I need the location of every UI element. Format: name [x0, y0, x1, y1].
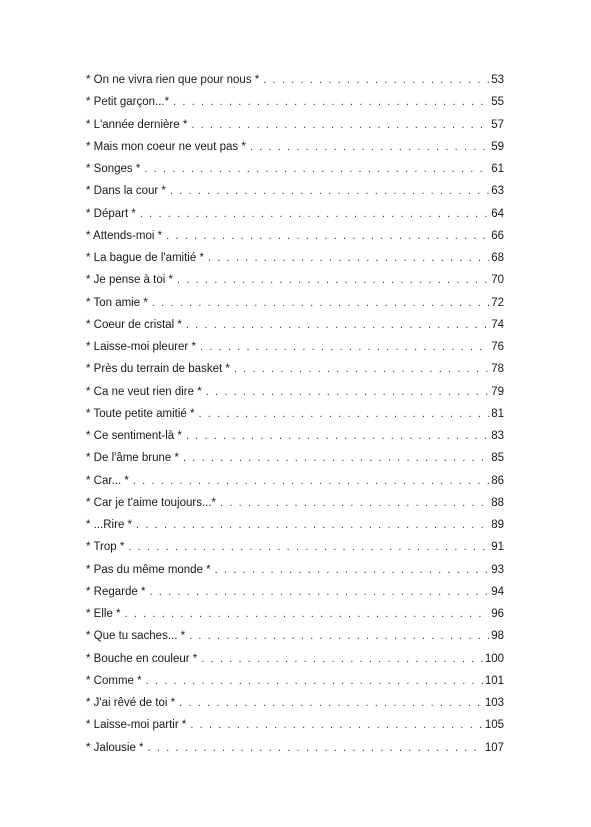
- toc-entry: [86, 136, 504, 158]
- dot-leader: [152, 292, 489, 314]
- dot-leader: [206, 381, 490, 403]
- toc-entry-page-number: 89: [491, 519, 504, 531]
- toc-entry-page-number: 103: [484, 697, 504, 709]
- toc-entry-page-number: 83: [491, 430, 504, 442]
- toc-entry-title: * Comme *: [86, 674, 142, 687]
- dot-leader: [125, 603, 490, 625]
- dot-leader: [198, 403, 489, 425]
- toc-entry-page-number: 63: [491, 185, 504, 198]
- toc-entry: [86, 514, 504, 536]
- toc-entry-title: * Ca ne veut rien dire *: [86, 385, 202, 398]
- toc-entry-title: * Ce sentiment-là *: [86, 430, 182, 442]
- dot-leader: [173, 91, 489, 113]
- dot-leader: [263, 69, 489, 91]
- toc-entry-title: * Petit garçon...*: [86, 96, 170, 109]
- toc-entry-page-number: 72: [491, 296, 504, 309]
- dot-leader: [190, 714, 482, 736]
- toc-entry: [86, 225, 504, 247]
- table-of-contents: [86, 69, 504, 759]
- toc-entry: [86, 470, 504, 492]
- toc-entry-page-number: 107: [484, 741, 504, 754]
- toc-entry-page-number: 59: [491, 140, 504, 153]
- toc-entry-page-number: 98: [491, 630, 504, 643]
- toc-entry: [86, 603, 504, 625]
- dot-leader: [170, 180, 489, 202]
- dot-leader: [149, 581, 489, 603]
- toc-entry-page-number: 68: [491, 252, 504, 264]
- toc-entry: [86, 69, 504, 91]
- toc-entry-page-number: 81: [491, 407, 504, 420]
- toc-entry-title: * Pas du même monde *: [86, 563, 211, 576]
- toc-entry-title: * J'ai rêvé de toi *: [86, 697, 176, 709]
- toc-entry: [86, 269, 504, 291]
- toc-entry-title: * Regarde *: [86, 585, 146, 598]
- dot-leader: [140, 203, 489, 225]
- toc-entry: [86, 670, 504, 692]
- dot-leader: [189, 625, 489, 647]
- toc-entry-page-number: 85: [491, 452, 504, 465]
- toc-entry-title: * Bouche en couleur *: [86, 652, 198, 665]
- dot-leader: [234, 358, 489, 380]
- toc-entry: [86, 581, 504, 603]
- dot-leader: [144, 158, 489, 180]
- toc-entry-title: * Mais mon coeur ne veut pas *: [86, 140, 246, 153]
- toc-entry-title: * Toute petite amitié *: [86, 407, 195, 420]
- dot-leader: [250, 136, 489, 158]
- toc-entry-title: * Départ *: [86, 207, 136, 220]
- dot-leader: [201, 648, 483, 670]
- toc-entry: [86, 114, 504, 136]
- toc-entry: [86, 403, 504, 425]
- toc-entry: [86, 247, 504, 269]
- toc-entry-title: * Attends-moi *: [86, 229, 163, 242]
- dot-leader: [179, 692, 483, 714]
- toc-entry-page-number: 53: [491, 74, 504, 86]
- toc-entry-title: * De l'âme brune *: [86, 452, 179, 465]
- toc-entry-page-number: 57: [491, 118, 504, 131]
- dot-leader: [148, 737, 483, 759]
- toc-entry: [86, 203, 504, 225]
- dot-leader: [208, 247, 489, 269]
- toc-entry: [86, 737, 504, 759]
- toc-entry-title: * Jalousie *: [86, 741, 144, 754]
- toc-entry-page-number: 55: [491, 96, 504, 109]
- toc-entry-title: * Je pense à toi *: [86, 274, 173, 287]
- toc-entry-title: * Songes *: [86, 163, 141, 175]
- toc-entry-page-number: 61: [491, 163, 504, 175]
- toc-entry-title: * Coeur de cristal *: [86, 318, 182, 331]
- toc-entry-page-number: 101: [484, 674, 504, 687]
- toc-entry: [86, 158, 504, 180]
- toc-entry: [86, 447, 504, 469]
- toc-entry: [86, 180, 504, 202]
- toc-entry: [86, 492, 504, 514]
- dot-leader: [191, 114, 489, 136]
- dot-leader: [215, 559, 490, 581]
- toc-entry-title: * Car... *: [86, 474, 129, 487]
- toc-entry: [86, 336, 504, 358]
- toc-entry: [86, 625, 504, 647]
- toc-entry: [86, 292, 504, 314]
- toc-entry-page-number: 76: [491, 341, 504, 353]
- dot-leader: [166, 225, 489, 247]
- dot-leader: [177, 269, 489, 291]
- toc-entry-page-number: 70: [491, 274, 504, 287]
- toc-entry-page-number: 100: [484, 652, 504, 665]
- dot-leader: [133, 470, 489, 492]
- dot-leader: [186, 425, 489, 447]
- toc-entry: [86, 714, 504, 736]
- toc-entry-page-number: 74: [491, 318, 504, 331]
- toc-entry-title: * Laisse-moi pleurer *: [86, 341, 196, 353]
- toc-entry-title: * Car je t'aime toujours...*: [86, 496, 217, 509]
- toc-entry-page-number: 105: [484, 719, 504, 732]
- toc-entry-title: * L'année dernière *: [86, 118, 188, 131]
- dot-leader: [200, 336, 489, 358]
- toc-entry-title: * Dans la cour *: [86, 185, 166, 198]
- dot-leader: [183, 447, 489, 469]
- toc-entry: [86, 559, 504, 581]
- toc-entry-title: * Près du terrain de basket *: [86, 363, 230, 376]
- dot-leader: [146, 670, 483, 692]
- dot-leader: [128, 536, 489, 558]
- toc-entry: [86, 648, 504, 670]
- toc-entry: [86, 314, 504, 336]
- toc-entry-page-number: 88: [491, 496, 504, 509]
- dot-leader: [136, 514, 489, 536]
- toc-entry-title: * Que tu saches... *: [86, 630, 186, 643]
- toc-entry: [86, 358, 504, 380]
- toc-entry-page-number: 96: [491, 608, 504, 620]
- toc-entry-title: * Trop *: [86, 541, 125, 554]
- toc-entry-title: * On ne vivra rien que pour nous *: [86, 74, 260, 86]
- toc-entry-page-number: 79: [491, 385, 504, 398]
- toc-entry: [86, 381, 504, 403]
- toc-entry-page-number: 93: [491, 563, 504, 576]
- toc-entry: [86, 536, 504, 558]
- toc-entry: [86, 91, 504, 113]
- toc-entry-title: * ...Rire *: [86, 519, 133, 531]
- toc-entry-page-number: 91: [491, 541, 504, 554]
- toc-entry-title: * Elle *: [86, 608, 121, 620]
- toc-entry-title: * Ton amie *: [86, 296, 148, 309]
- toc-entry: [86, 692, 504, 714]
- dot-leader: [186, 314, 489, 336]
- toc-entry: [86, 425, 504, 447]
- toc-entry-title: * La bague de l'amitié *: [86, 252, 204, 264]
- toc-entry-page-number: 94: [491, 585, 504, 598]
- toc-entry-page-number: 66: [491, 229, 504, 242]
- toc-entry-page-number: 78: [491, 363, 504, 376]
- dot-leader: [220, 492, 489, 514]
- toc-entry-page-number: 86: [491, 474, 504, 487]
- toc-entry-page-number: 64: [491, 207, 504, 220]
- toc-entry-title: * Laisse-moi partir *: [86, 719, 187, 732]
